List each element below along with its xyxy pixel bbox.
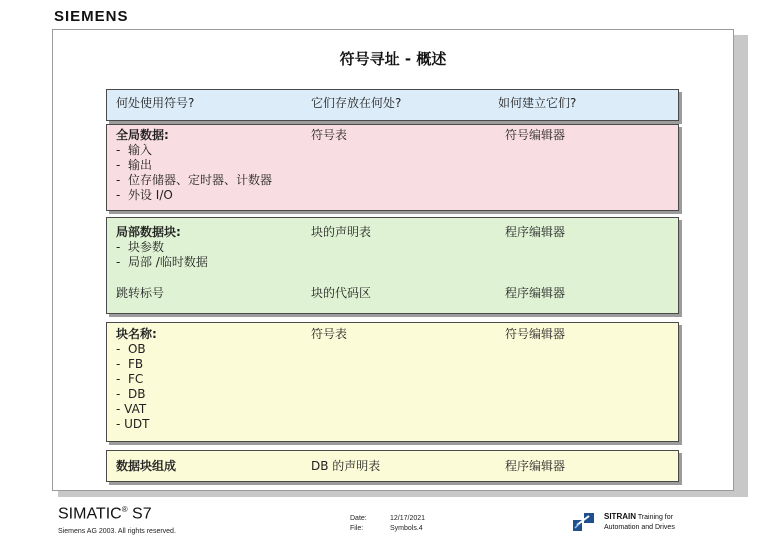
simatic-suffix: S7 — [127, 505, 152, 523]
sitrain-logo-icon — [573, 512, 595, 532]
block-names-items: - OB - FB - FC - DB - VAT - UDT — [116, 342, 150, 431]
global-data-items: - 输入 - 输出 - 位存储器、定时器、计数器 - 外设 I/O — [116, 143, 272, 202]
jump-label-how: 程序编辑器 — [505, 286, 566, 300]
file-value: Symbols.4 — [390, 525, 423, 532]
global-data-title: 全局数据: — [116, 128, 169, 142]
sitrain-brand: SITRAIN — [604, 512, 636, 521]
local-data-title: 局部数据块: — [116, 225, 181, 239]
jump-label-where: 块的代码区 — [311, 286, 372, 300]
row-block-names — [106, 322, 679, 442]
date-value: 12/17/2021 — [390, 515, 426, 522]
date-label: Date: — [350, 515, 367, 522]
sitrain-tagline-1: Training for — [636, 514, 673, 521]
file-label: File: — [350, 525, 364, 532]
block-names-where: 符号表 — [311, 327, 348, 341]
slide-title: 符号寻址 - 概述 — [339, 50, 447, 68]
header-how-created: 如何建立它们? — [498, 96, 577, 110]
header-where-stored: 它们存放在何处? — [311, 96, 402, 110]
registered-mark: ® — [121, 505, 128, 514]
header-where-used: 何处使用符号? — [116, 96, 195, 110]
simatic-brand — [58, 505, 152, 523]
local-data-where: 块的声明表 — [311, 225, 372, 239]
jump-label-title: 跳转标号 — [116, 286, 165, 300]
copyright-text: Siemens AG 2003. All rights reserved. — [58, 528, 176, 535]
block-names-how: 符号编辑器 — [505, 327, 566, 341]
simatic-name: SIMATIC — [58, 505, 122, 523]
global-data-how: 符号编辑器 — [505, 128, 566, 142]
sitrain-text — [604, 512, 754, 533]
local-data-items: - 块参数 - 局部 /临时数据 — [116, 240, 208, 269]
db-structure-where: DB 的声明表 — [311, 459, 381, 473]
row-db-structure — [106, 450, 679, 482]
local-data-how: 程序编辑器 — [505, 225, 566, 239]
db-structure-title: 数据块组成 — [116, 459, 177, 473]
sitrain-tagline-2: Automation and Drives — [604, 524, 675, 531]
db-structure-how: 程序编辑器 — [505, 459, 566, 473]
block-names-title: 块名称: — [116, 327, 157, 341]
global-data-where: 符号表 — [311, 128, 348, 142]
siemens-logo: SIEMENS — [54, 8, 129, 25]
